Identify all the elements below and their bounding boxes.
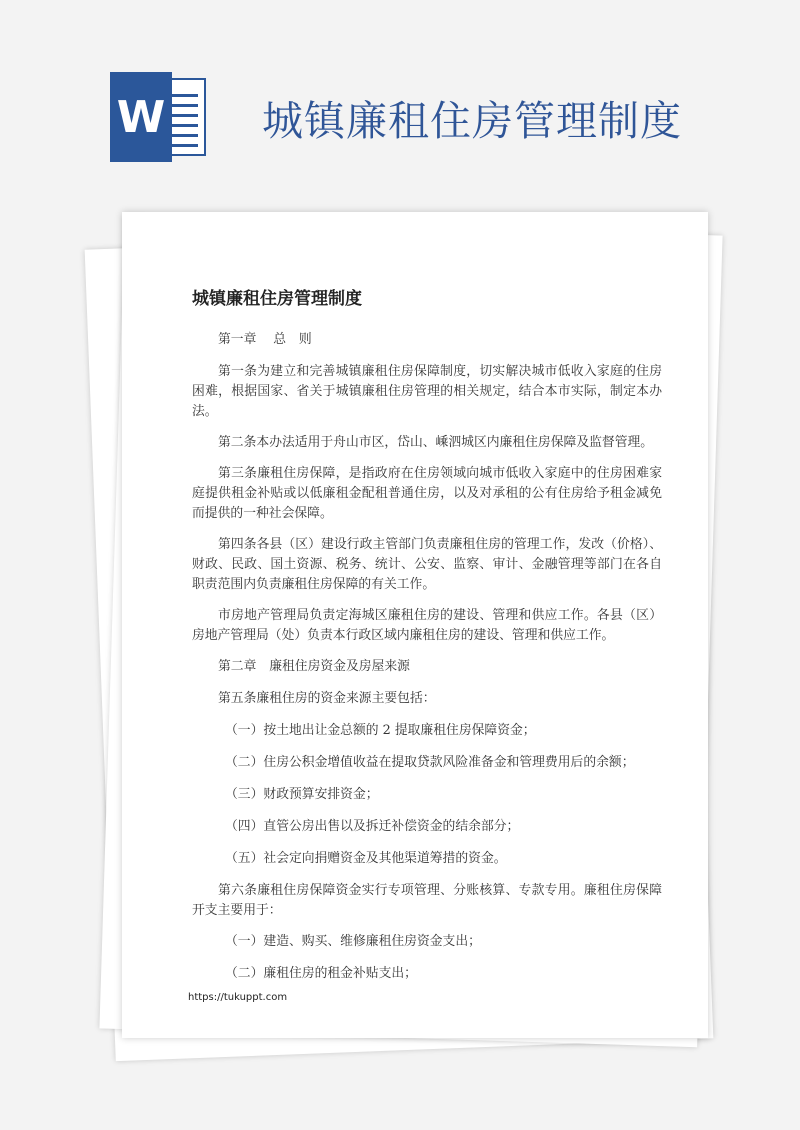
page-header — [0, 0, 800, 200]
list-item: （三）财政预算安排资金； — [225, 787, 379, 802]
article-paragraph: 市房地产管理局负责定海城区廉租住房的建设、管理和供应工作。各县（区）房地产管理局（处）负责本行政区域内廉租住房的建设、管理和供应工作。 — [192, 608, 662, 643]
word-letter-badge: W — [110, 72, 172, 162]
list-item: （四）直管公房出售以及拆迁补偿资金的结余部分； — [225, 819, 520, 834]
list-item: （一）按土地出让金总额的 2 提取廉租住房保障资金； — [225, 723, 536, 738]
article-paragraph: 第二条本办法适用于舟山市区，岱山、嵊泗城区内廉租住房保障及监督管理。 — [218, 435, 654, 450]
article-paragraph: 第三条廉租住房保障，是指政府在住房领域向城市低收入家庭中的住房困难家庭提供租金补贴或以低廉租金配租普通住房，以及对承租的公有住房给予租金减免而提供的一种社会保障。 — [192, 466, 662, 521]
document-title: 城镇廉租住房管理制度 — [192, 289, 362, 309]
article-intro: 第五条廉租住房的资金来源主要包括： — [218, 691, 436, 706]
article-paragraph: 第四条各县（区）建设行政主管部门负责廉租住房的管理工作，发改（价格）、财政、民政、国土资源、税务、统计、公安、监察、审计、金融管理等部门在各自职责范围内负责廉租住房保障的有关工作。 — [192, 537, 662, 592]
list-item: （五）社会定向捐赠资金及其他渠道筹措的资金。 — [225, 851, 507, 866]
list-item: （一）建造、购买、维修廉租住房资金支出； — [225, 934, 481, 949]
word-document-icon — [110, 72, 210, 162]
chapter-heading: 第一章 总 则 — [218, 332, 312, 347]
chapter-heading: 第二章 廉租住房资金及房屋来源 — [218, 659, 410, 674]
list-item: （二）廉租住房的租金补贴支出； — [225, 966, 417, 981]
footer-url[interactable]: https://tukuppt.com — [188, 992, 288, 1003]
article-paragraph: 第一条为建立和完善城镇廉租住房保障制度，切实解决城市低收入家庭的住房困难，根据国家、省关于城镇廉租住房管理的相关规定，结合本市实际，制定本办法。 — [192, 364, 662, 419]
document-body — [192, 330, 662, 996]
page-title: 城镇廉租住房管理制度 — [262, 97, 682, 145]
article-paragraph: 第六条廉租住房保障资金实行专项管理、分账核算、专款专用。廉租住房保障开支主要用于： — [192, 883, 662, 918]
document-page — [122, 212, 708, 1038]
list-item: （二）住房公积金增值收益在提取贷款风险准备金和管理费用后的余额； — [225, 755, 635, 770]
